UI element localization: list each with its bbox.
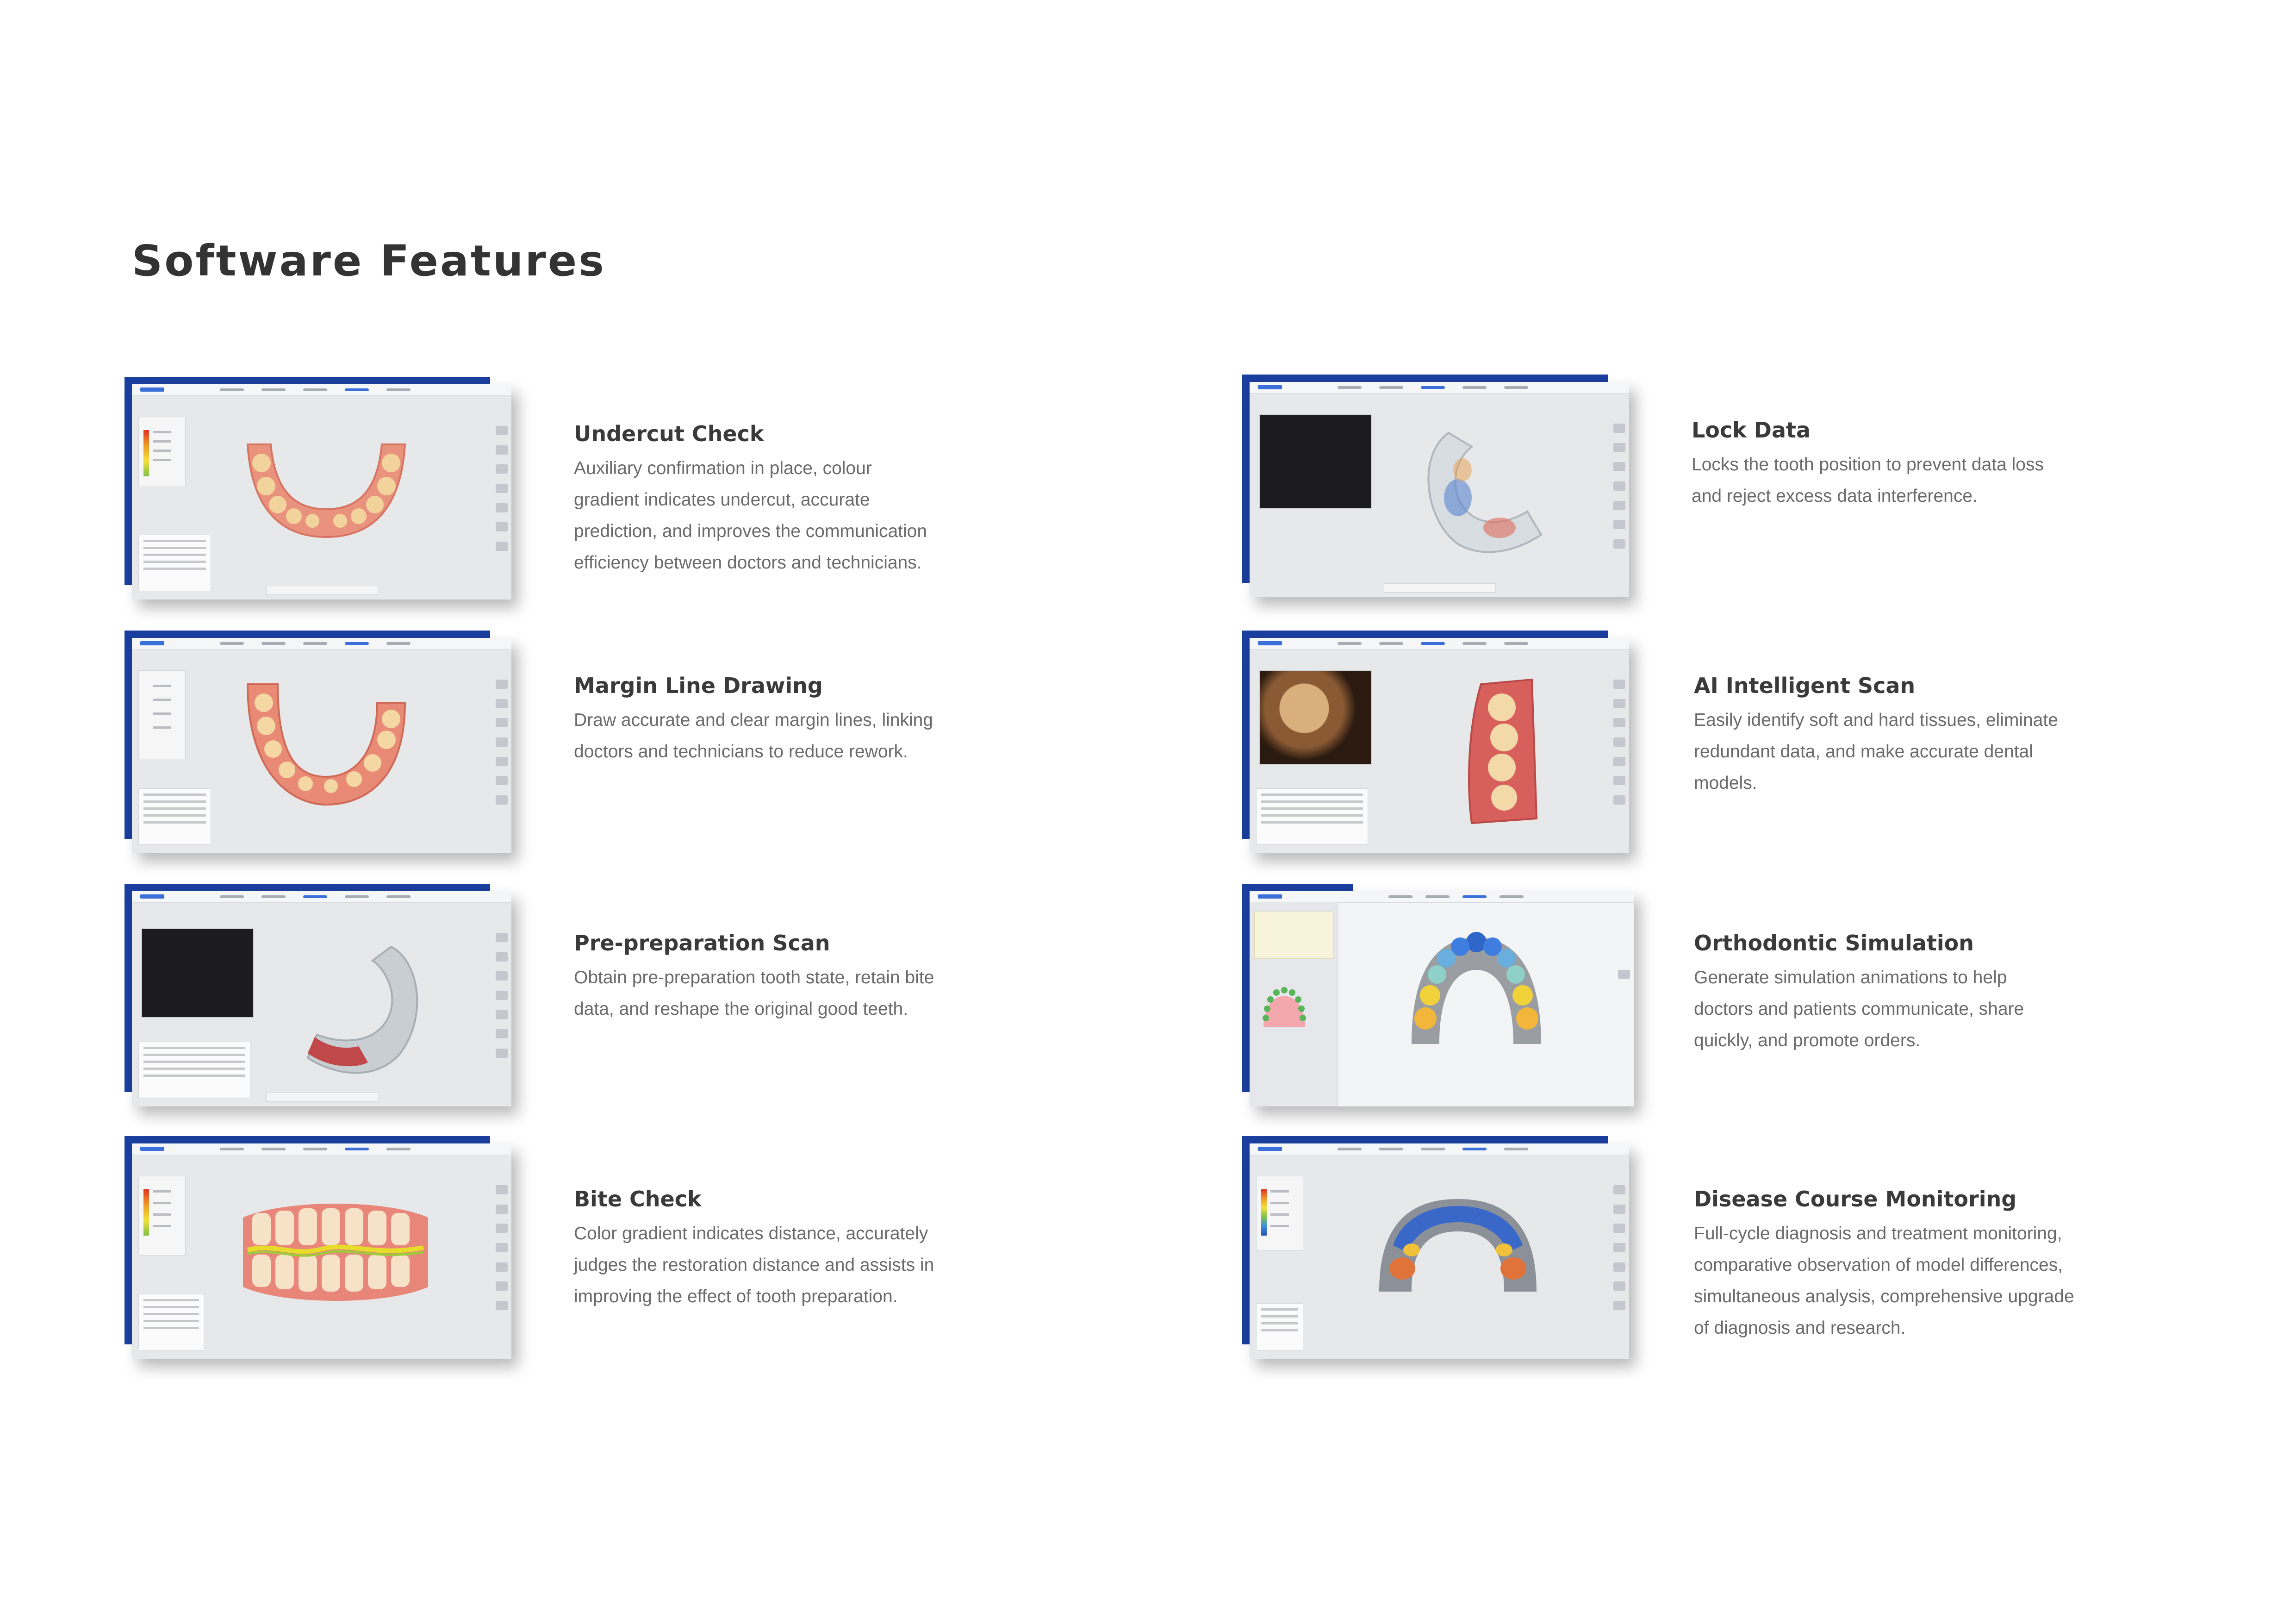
feature-desc-lock-data: Locks the tooth position to prevent data loss and reject excess data interference. bbox=[1692, 455, 2044, 506]
feature-desc-disease-course-monitoring: Full-cycle diagnosis and treatment monitoring, comparative observation of model differences, simultaneous analysis, comprehensive upgrade of diagnosis and research. bbox=[1694, 1224, 2074, 1338]
feature-title-bite-check: Bite Check bbox=[574, 1187, 702, 1212]
feature-title-undercut-check: Undercut Check bbox=[574, 421, 764, 446]
pre-preparation-scan-screenshot bbox=[132, 891, 511, 1106]
margin-line-screenshot bbox=[132, 638, 511, 853]
feature-title-ai-intelligent-scan: AI Intelligent Scan bbox=[1694, 673, 1916, 698]
feature-desc-pre-preparation-scan: Obtain pre-preparation tooth state, retain bite data, and reshape the original good teeth. bbox=[574, 968, 934, 1019]
feature-title-orthodontic-simulation: Orthodontic Simulation bbox=[1694, 931, 1974, 956]
orthodontic-simulation-screenshot bbox=[1250, 891, 1634, 1106]
bite-check-screenshot bbox=[132, 1143, 511, 1359]
feature-desc-bite-check: Color gradient indicates distance, accurately judges the restoration distance and assists in improving the effect of tooth preparation. bbox=[574, 1224, 934, 1306]
disease-course-monitoring-screenshot bbox=[1250, 1143, 1629, 1359]
feature-desc-margin-line-drawing: Draw accurate and clear margin lines, linking doctors and technicians to reduce rework. bbox=[574, 710, 933, 762]
lock-data-screenshot bbox=[1250, 382, 1629, 597]
undercut-check-screenshot bbox=[132, 384, 511, 600]
feature-desc-orthodontic-simulation: Generate simulation animations to help doctors and patients communicate, share quickly, and promote orders. bbox=[1694, 968, 2024, 1050]
feature-desc-ai-intelligent-scan: Easily identify soft and hard tissues, eliminate redundant data, and make accurate dental models. bbox=[1694, 710, 2058, 793]
ai-intelligent-scan-screenshot bbox=[1250, 638, 1629, 853]
feature-title-disease-course-monitoring: Disease Course Monitoring bbox=[1694, 1187, 2017, 1212]
feature-title-lock-data: Lock Data bbox=[1692, 418, 1811, 443]
feature-desc-undercut-check: Auxiliary confirmation in place, colour gradient indicates undercut, accurate prediction, and improves the communication efficiency between doctors and technicians. bbox=[574, 458, 927, 573]
page-title: Software Features bbox=[132, 236, 606, 286]
feature-title-margin-line-drawing: Margin Line Drawing bbox=[574, 673, 823, 698]
feature-title-pre-preparation-scan: Pre-preparation Scan bbox=[574, 931, 830, 956]
